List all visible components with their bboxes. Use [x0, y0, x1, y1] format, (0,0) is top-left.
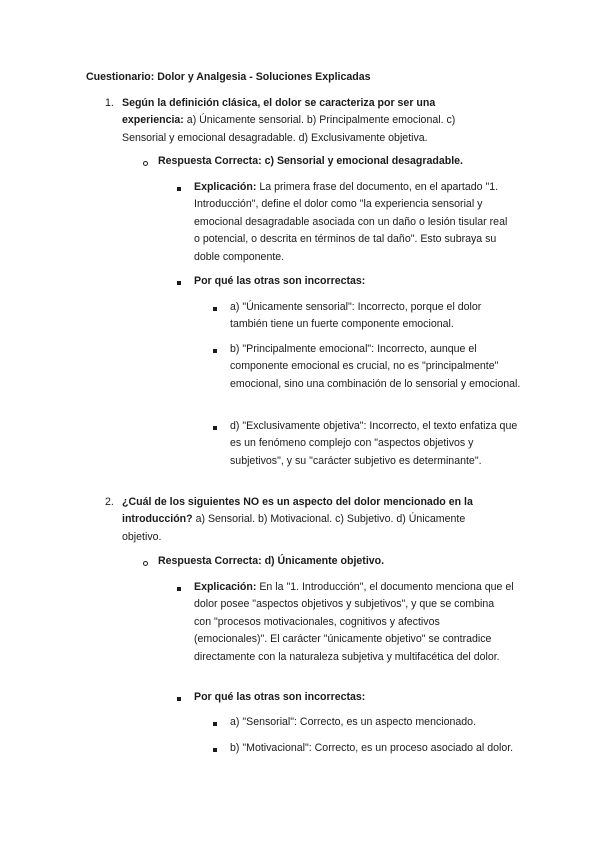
question-options: a) Sensorial. b) Motivacional. c) Subjetivo. d) Únicamente objetivo.	[122, 513, 466, 543]
question-options: a) Únicamente sensorial. b) Principalmente emocional. c) Sensorial y emocional desagradable. d) Exclusivamente objetiva.	[122, 114, 456, 144]
question-prompt: Según la definición clásica, el dolor se caracteriza por ser una experiencia:	[122, 97, 436, 127]
answer-text: d) Únicamente objetivo.	[264, 555, 385, 567]
explanation-label: Explicación:	[194, 581, 257, 593]
square-bullet-icon	[177, 697, 181, 701]
explanation	[194, 179, 512, 266]
why-item: a) "Únicamente sensorial": Incorrecto, porque el dolor también tiene un fuerte componente emocional.	[230, 301, 482, 331]
square-bullet-icon	[213, 722, 217, 726]
question-prompt: ¿Cuál de los siguientes NO es un aspecto del dolor mencionado en la introducción?	[122, 496, 473, 526]
square-bullet-icon	[213, 748, 217, 752]
square-bullet-icon	[213, 307, 217, 311]
answer-line	[158, 153, 538, 170]
explanation-text: En la "1. Introducción", el documento menciona que el dolor posee "aspectos objetivos y subjetivos", y que se combina con "procesos motivacionales, cognitivos y afectivos (emocionales)". El carácter "únicamente objetivo" se contradice directamente con la naturaleza subjetiva y multifacética del dolor.	[194, 581, 514, 663]
circle-bullet-icon	[143, 161, 148, 166]
answer-text: c) Sensorial y emocional desagradable.	[264, 155, 463, 167]
explanation-label: Explicación:	[194, 181, 257, 193]
question-number: 1.	[105, 97, 114, 109]
why-item: d) "Exclusivamente objetiva": Incorrecto, el texto enfatiza que es un fenómeno complejo con "aspectos objetivos y subjetivos", y su "carácter subjetivo es determinante".	[230, 420, 518, 467]
why-heading: Por qué las otras son incorrectas:	[194, 275, 366, 287]
square-bullet-icon	[213, 349, 217, 353]
why-item: b) "Motivacional": Correcto, es un proceso asociado al dolor.	[230, 742, 514, 754]
square-bullet-icon	[177, 187, 181, 191]
why-item: b) "Principalmente emocional": Incorrecto, aunque el componente emocional es crucial, no es "principalmente" emocional, sino una combinación de lo sensorial y emocional.	[230, 343, 521, 390]
explanation	[194, 579, 514, 666]
answer-label: Respuesta Correcta:	[158, 155, 262, 167]
answer-line	[158, 553, 538, 570]
explanation-text: La primera frase del documento, en el apartado "1. Introducción", define el dolor como "la experiencia sensorial y emocional desagradable asociada con un daño o lesión tisular real o potencial, o descrita en términos de tal daño". Esto subraya su doble componente.	[194, 181, 508, 263]
why-item: a) "Sensorial": Correcto, es un aspecto mencionado.	[230, 716, 477, 728]
square-bullet-icon	[177, 587, 181, 591]
circle-bullet-icon	[143, 561, 148, 566]
question-2	[122, 494, 507, 546]
square-bullet-icon	[177, 281, 181, 285]
question-number: 2.	[105, 496, 114, 508]
question-1	[122, 95, 494, 147]
answer-label: Respuesta Correcta:	[158, 555, 262, 567]
why-heading: Por qué las otras son incorrectas:	[194, 691, 366, 703]
document-title: Cuestionario: Dolor y Analgesia - Soluciones Explicadas	[86, 71, 371, 83]
square-bullet-icon	[213, 426, 217, 430]
